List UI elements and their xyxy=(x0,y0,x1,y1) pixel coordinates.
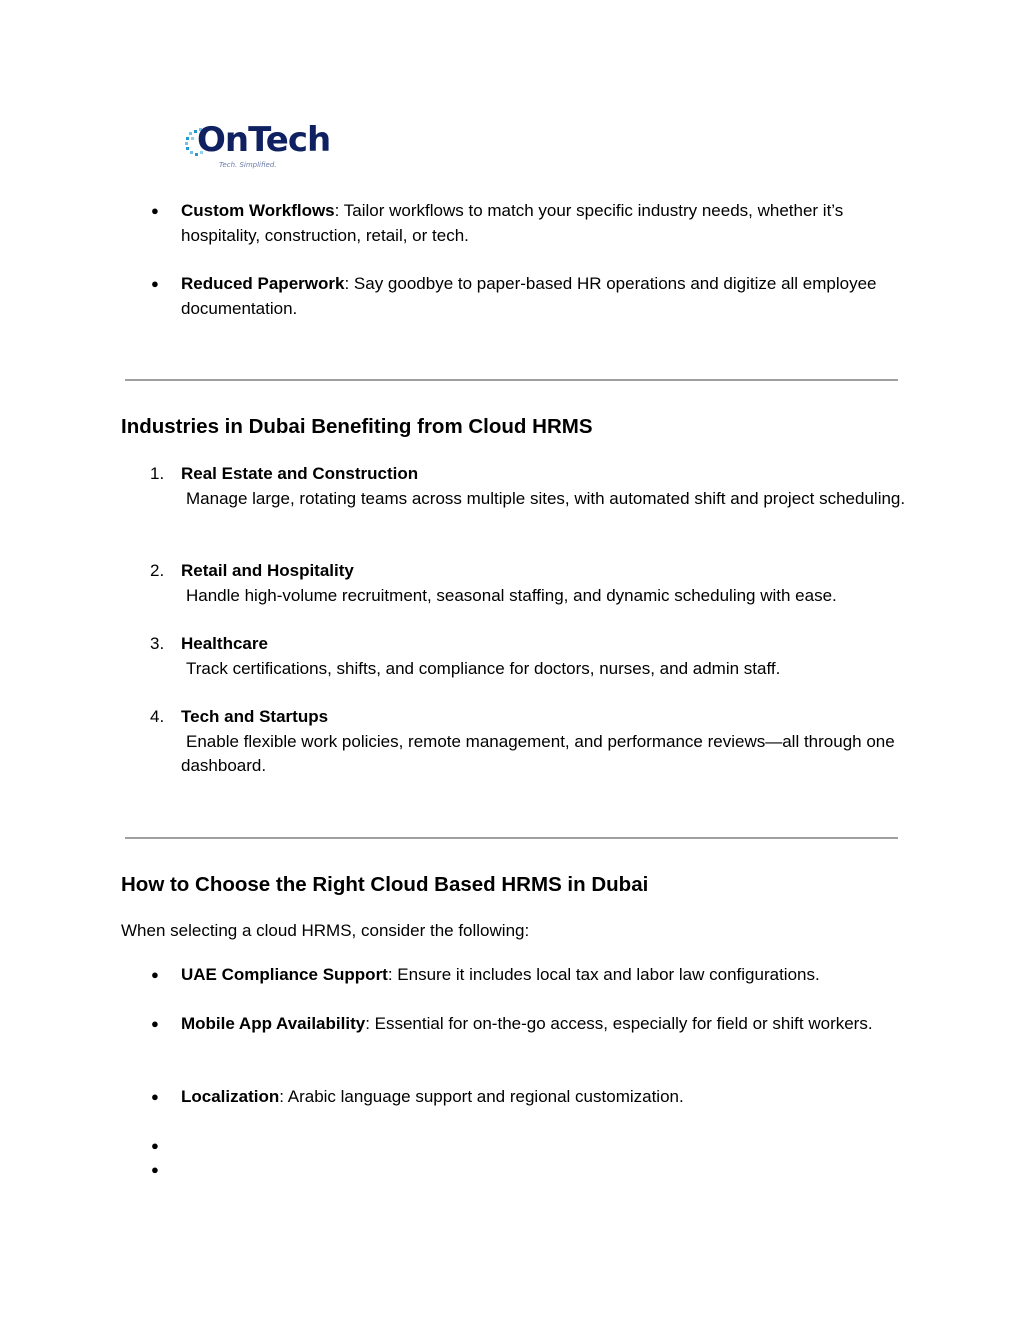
bullet-uae-compliance xyxy=(181,963,911,988)
list-number: 1. xyxy=(150,464,165,483)
bullet-text: : Arabic language support and regional customization. xyxy=(279,1087,684,1106)
bullet-custom-workflows xyxy=(181,199,911,248)
bullet-text: : Say goodbye to paper-based HR operations and digitize all employee documentation. xyxy=(181,274,877,318)
list-number: 3. xyxy=(150,634,165,653)
bullet-glyph: ● xyxy=(151,1089,159,1104)
section-heading-industries: Industries in Dubai Benefiting from Cloud HRMS xyxy=(121,415,593,438)
section-heading-how-to-choose: How to Choose the Right Cloud Based HRMS in Dubai xyxy=(121,873,649,896)
list-item-desc: Track certifications, shifts, and compliance for doctors, nurses, and admin staff. xyxy=(186,658,781,678)
bullet-title: UAE Compliance Support xyxy=(181,965,388,984)
list-item-title: Retail and Hospitality xyxy=(181,561,354,580)
horizontal-rule xyxy=(125,837,898,839)
bullet-glyph: ● xyxy=(151,967,159,982)
list-number: 4. xyxy=(150,707,165,726)
list-item-desc: Enable flexible work policies, remote management, and performance reviews—all through one dashboard. xyxy=(181,731,895,775)
list-item-desc: Manage large, rotating teams across multiple sites, with automated shift and project scheduling. xyxy=(186,488,906,508)
list-item-title: Healthcare xyxy=(181,634,268,653)
bullet-text: : Essential for on-the-go access, especially for field or shift workers. xyxy=(365,1014,873,1033)
list-number: 2. xyxy=(150,561,165,580)
bullet-glyph: ● xyxy=(151,276,159,291)
bullet-glyph: ● xyxy=(151,1016,159,1031)
list-item-real-estate xyxy=(181,462,911,511)
list-item-title: Real Estate and Construction xyxy=(181,464,419,483)
list-item-title: Tech and Startups xyxy=(181,707,329,726)
bullet-localization xyxy=(181,1085,911,1110)
bullet-title: Custom Workflows xyxy=(181,201,335,220)
bullet-reduced-paperwork xyxy=(181,272,911,321)
list-item-desc: Handle high-volume recruitment, seasonal staffing, and dynamic scheduling with ease. xyxy=(186,585,837,605)
section-intro: When selecting a cloud HRMS, consider the following: xyxy=(121,921,530,940)
empty-bullet-glyph: ● xyxy=(151,1162,159,1177)
bullet-title: Localization xyxy=(181,1087,280,1106)
list-item-retail xyxy=(181,559,911,608)
list-item-tech xyxy=(181,705,911,779)
ontech-logo xyxy=(183,120,331,176)
bullet-title: Reduced Paperwork xyxy=(181,274,345,293)
bullet-text: : Ensure it includes local tax and labor law configurations. xyxy=(387,965,820,984)
empty-bullet-glyph: ● xyxy=(151,1138,159,1153)
logo-tagline: Tech. Simplified. xyxy=(219,161,277,169)
bullet-text: : Tailor workflows to match your specific industry needs, whether it’s hospitality, construction, retail, or tech. xyxy=(181,201,844,245)
bullet-mobile-app xyxy=(181,1012,911,1037)
logo-wordmark: OnTech xyxy=(197,120,331,160)
horizontal-rule xyxy=(125,379,898,381)
list-item-healthcare xyxy=(181,632,911,681)
bullet-title: Mobile App Availability xyxy=(181,1014,366,1033)
bullet-glyph: ● xyxy=(151,203,159,218)
